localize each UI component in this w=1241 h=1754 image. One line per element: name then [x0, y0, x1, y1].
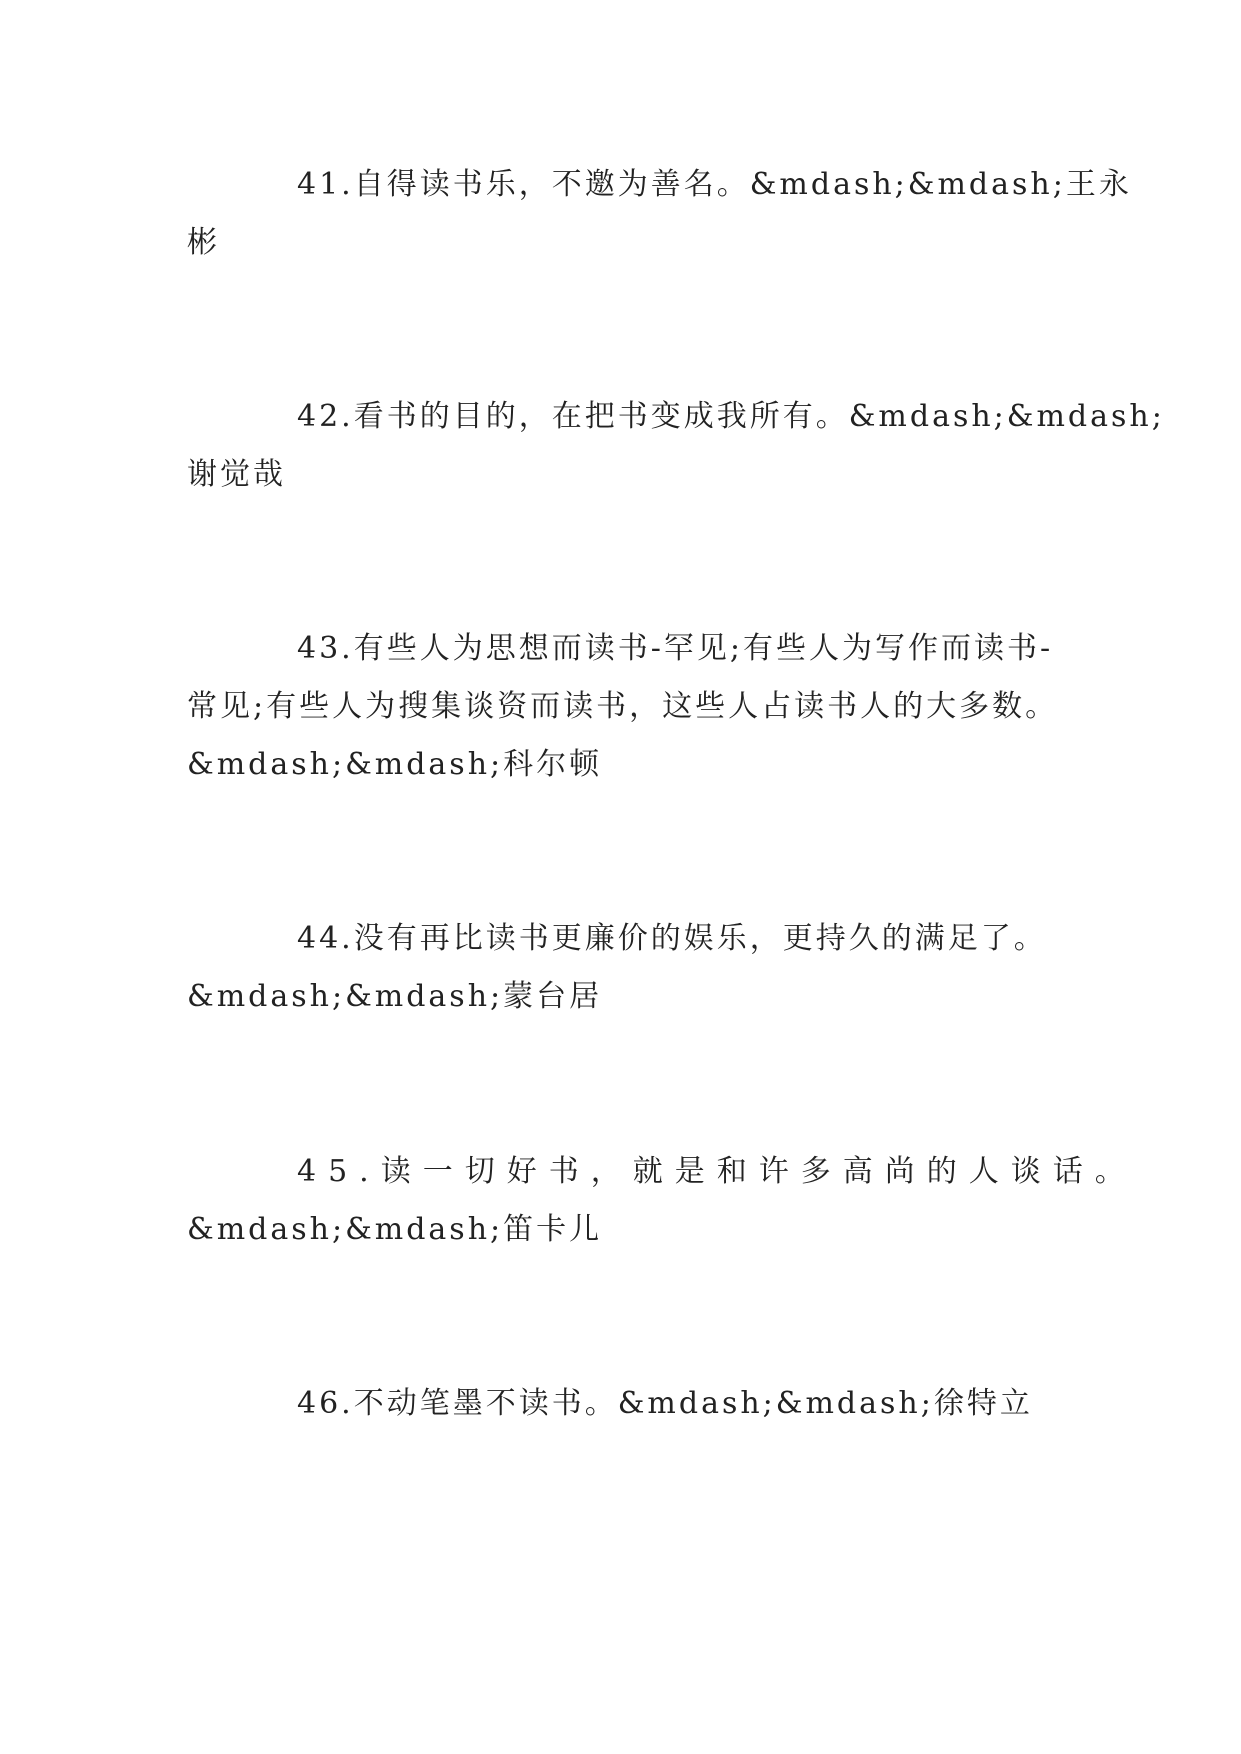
quote-45	[187, 1143, 1137, 1259]
quote-line: &mdash;&mdash;笛卡儿	[187, 1212, 603, 1247]
quote-41	[187, 156, 1132, 272]
quote-line: 常见;有些人为搜集谈资而读书，这些人占读书人的大多数。	[187, 689, 1059, 724]
quote-line: 45.读一切好书，就是和许多高尚的人谈话。	[297, 1154, 1137, 1189]
quote-46	[187, 1375, 1087, 1433]
quote-line: 43.有些人为思想而读书-罕见;有些人为写作而读书-	[297, 631, 1054, 666]
quote-line: &mdash;&mdash;科尔顿	[187, 747, 603, 782]
quote-line: 彬	[187, 225, 220, 260]
quote-line: 谢觉哉	[187, 457, 286, 492]
quote-line: 46.不动笔墨不读书。&mdash;&mdash;徐特立	[297, 1386, 1033, 1421]
quote-line: 44.没有再比读书更廉价的娱乐，更持久的满足了。	[297, 921, 1047, 956]
quote-43	[187, 620, 1087, 794]
quote-line: &mdash;&mdash;蒙台居	[187, 979, 603, 1014]
quote-44	[187, 910, 1087, 1026]
quote-line: 41.自得读书乐，不邀为善名。&mdash;&mdash;王永	[297, 167, 1132, 202]
quote-42	[187, 388, 1165, 504]
quote-line: 42.看书的目的，在把书变成我所有。&mdash;&mdash;	[297, 399, 1165, 434]
